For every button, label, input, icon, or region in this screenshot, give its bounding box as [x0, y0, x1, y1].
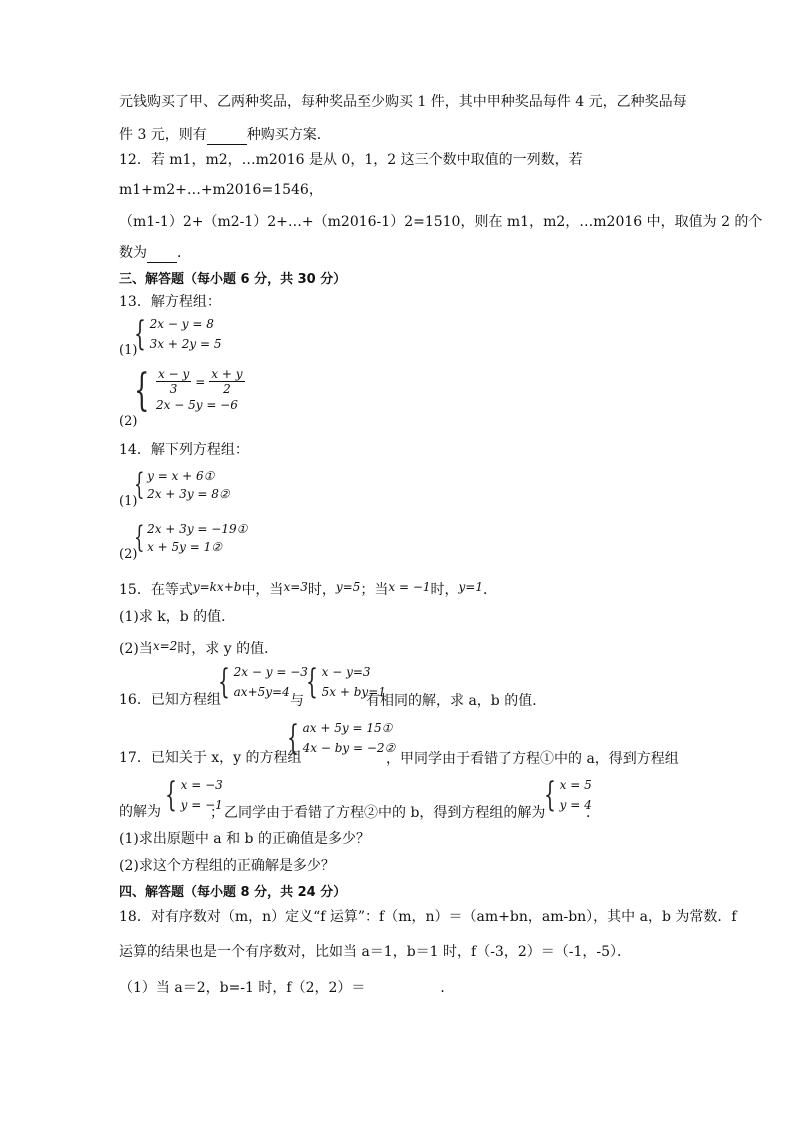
q17-text-b: ，甲同学由于看错了方程①中的 a，得到方程组	[386, 751, 679, 767]
q13-p2-frac1: $\frac{x - y}{3}$	[158, 367, 190, 396]
q13-p2-label: (2)	[119, 414, 138, 429]
q14-p2-eq1: 2x + 3y = −19①	[147, 522, 248, 536]
q14-system-1	[134, 467, 230, 503]
q17-line2-c: ．	[586, 805, 600, 821]
q13-p1-eq2: 3x + 2y = 5	[149, 337, 222, 351]
q11-line2-before: 件 3 元，则有	[119, 127, 207, 143]
q18-line2: 运算的结果也是一个有序数对，比如当 a＝1，b＝1 时，f（-3，2）＝（-1，-5）．	[119, 944, 632, 960]
section-4-title: 四、解答题（每小题 8 分，共 24 分）	[119, 885, 347, 900]
q16-text-a: 16．已知方程组	[119, 692, 221, 708]
q17-line2-a: 的解为	[119, 804, 161, 820]
brace-icon: {	[134, 467, 145, 502]
brace-icon: {	[287, 718, 299, 758]
q18-part1: （1）当 a＝2，b=-1 时，f（2，2）＝ ．	[119, 980, 455, 996]
section-3-title: 三、解答题（每小题 6 分，共 30 分）	[119, 272, 347, 287]
q14-p2-eq2: x + 5y = 1②	[147, 540, 223, 554]
q12-line4-after: ．	[177, 245, 191, 261]
q18-line1: 18．对有序数对（m，n）定义“f 运算”：f（m，n）＝（am+bn，am-bn），其中 a，b 为常数．f	[119, 909, 737, 925]
q14-p2-label: (2)	[119, 547, 138, 562]
equals-sign: =	[195, 374, 206, 389]
q17-text-a: 17．已知关于 x，y 的方程组	[119, 750, 302, 766]
brace-icon: {	[306, 662, 318, 702]
q15-line1: 15．在等式y=kx+b中，当x=3时，y=5；当x = −1时，y=1．	[119, 580, 497, 598]
q17-line2-b: ；乙同学由于看错了方程②中的 b，得到方程组的解为	[210, 805, 546, 821]
brace-icon: {	[165, 775, 177, 815]
q17-solution-2: { x = 5 y = 4	[544, 775, 592, 815]
q12-line3: （m1-1）2+（m2-1）2+…+（m2016-1）2=1510，则在 m1，m2，…m2016 中，取值为 2 的个	[119, 214, 763, 230]
q15-equation: y=kx+b	[192, 580, 242, 594]
q13-p2-eq2: 2x − 5y = −6	[156, 398, 238, 412]
q16-text-b: 与	[290, 693, 304, 709]
q14-system-2	[134, 520, 247, 556]
q14-stem: 14．解下列方程组：	[119, 442, 249, 458]
brace-icon: {	[544, 775, 556, 815]
q13-stem: 13．解方程组：	[119, 294, 221, 310]
q14-p1-eq2: 2x + 3y = 8②	[147, 487, 230, 501]
q11-line2-after: 种购买方案．	[246, 127, 331, 143]
q17-part1: (1)求出原题中 a 和 b 的正确值是多少？	[119, 831, 370, 847]
brace-icon: {	[134, 364, 150, 416]
brace-icon: {	[218, 662, 230, 702]
q16-text-c: 有相同的解，求 a，b 的值．	[366, 693, 547, 709]
q13-p1-eq1: 2x − y = 8	[149, 317, 214, 331]
q17-solution-1: { x = −3 y = −1	[165, 775, 223, 815]
q15-part2: (2)当x=2时，求 y 的值．	[119, 639, 279, 657]
answer-blank	[207, 130, 247, 145]
q12-line2: m1+m2+…+m2016=1546，	[119, 182, 323, 198]
brace-icon: {	[134, 520, 145, 555]
q14-p1-eq1: y = x + 6①	[147, 469, 215, 483]
q17-part2: (2)求这个方程组的正确解是多少？	[119, 858, 335, 874]
q12-line1: 12．若 m1，m2，…m2016 是从 0，1，2 这三个数中取值的一列数，若	[119, 152, 583, 168]
q16-system-1: { 2x − y = −3 ax+5y=4	[218, 662, 308, 702]
q14-p1-label: (1)	[119, 494, 138, 509]
answer-blank	[147, 248, 177, 263]
q15-part1: (1)求 k，b 的值．	[119, 609, 236, 625]
q11-line2	[119, 125, 331, 145]
q13-p2-frac2: $\frac{x + y}{2}$	[211, 367, 243, 396]
q11-line1: 元钱购买了甲、乙两种奖品，每种奖品至少购买 1 件，其中甲种奖品每件 4 元，乙种奖品每	[119, 94, 687, 110]
q13-p1-label: (1)	[119, 343, 138, 358]
q12-line4-before: 数为	[119, 245, 147, 261]
brace-icon: {	[134, 314, 146, 354]
q16-system-2: { x − y=3 5x + by=1	[306, 662, 386, 702]
q12-line4	[119, 243, 191, 263]
q17-system: { ax + 5y = 15① 4x − by = −2②	[287, 718, 396, 758]
q13-system-1	[134, 314, 221, 354]
q13-system-2	[134, 364, 245, 416]
